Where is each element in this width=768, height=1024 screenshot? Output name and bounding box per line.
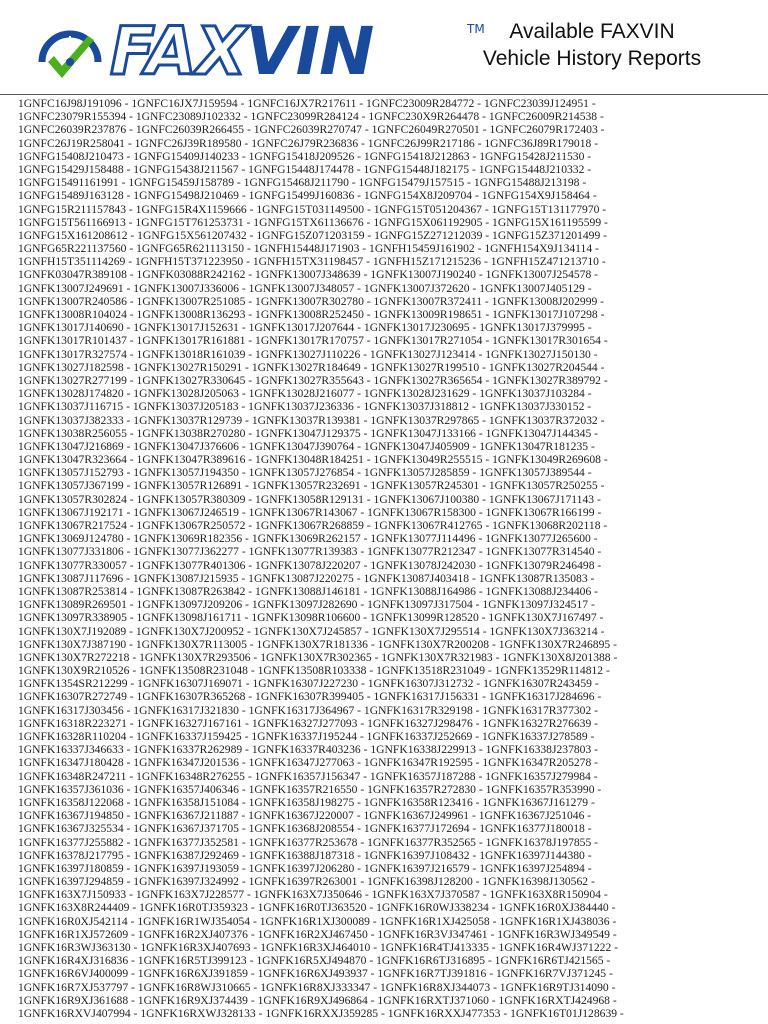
vin-list-line: 1GNFK13089R269501 - 1GNFK13097J209206 - 1GNFK13097J282690 - 1GNFK13097J317504 - 1GNFK13097J324517 - <box>18 598 595 612</box>
vin-list-line: 1GNFK16318R223271 - 1GNFK16327J167161 - 1GNFK16327J277093 - 1GNFK16327J298476 - 1GNFK16327R276639 - <box>18 716 599 730</box>
vin-list-line: 1GNFK13037J116715 - 1GNFK13037J205183 - 1GNFK13037J236336 - 1GNFK13037J318812 - 1GNFK13037J330152 - <box>18 400 592 414</box>
vin-list-line: 1GNFK16R4XJ316836 - 1GNFK16R5TJ399123 - 1GNFK16R5XJ494870 - 1GNFK16R6TJ316895 - 1GNFK16R6TJ421565 - <box>18 954 611 968</box>
vin-list-line: 1GNFK130X7R272218 - 1GNFK130X7R293506 - 1GNFK130X7R302365 - 1GNFK130X7R321983 - 1GNFK130X8J201388 - <box>18 650 618 664</box>
vin-list-line: 1GNFK16367J325534 - 1GNFK16367J371705 - 1GNFK16368J208554 - 1GNFK16377J172694 - 1GNFK16377J180018 - <box>18 822 592 836</box>
vin-list-line: 1GNFK13017R101437 - 1GNFK13017R161881 - 1GNFK13017R170757 - 1GNFK13017R271054 - 1GNFK13017R301654 - <box>18 334 608 348</box>
logo-wordmark-vin: VIN <box>245 13 374 90</box>
vin-list-line: 1GNFK16307R272749 - 1GNFK16307R365268 - 1GNFK16307R399405 - 1GNFK16317J156331 - 1GNFK16317J284696 - <box>18 690 602 704</box>
vin-list-line: 1GNFK13027R277199 - 1GNFK13027R330645 - 1GNFK13027R355643 - 1GNFK13027R365654 - 1GNFK13027R389792 - <box>18 373 608 387</box>
header-divider <box>0 94 768 95</box>
vin-list-line: 1GNFK13017J140690 - 1GNFK13017J152631 - 1GNFK13017J207644 - 1GNFK13017J230695 - 1GNFK13017J379995 - <box>18 321 592 335</box>
vin-list-line: 1GNFK13077J331806 - 1GNFK13077J362277 - 1GNFK13077R139383 - 1GNFK13077R212347 - 1GNFK13077R314540 - <box>18 545 602 559</box>
checkmark-gauge-icon <box>34 18 106 90</box>
page-header <box>0 0 768 96</box>
vin-list-line: 1GNFK16337J346633 - 1GNFK16337R262989 - 1GNFK16337R403236 - 1GNFK16338J229913 - 1GNFK16338J237803 - <box>18 743 599 757</box>
faxvin-logo <box>34 12 485 92</box>
page-title <box>452 18 732 72</box>
vin-list-line: 1GNFK13028J174820 - 1GNFK13028J205063 - 1GNFK13028J216077 - 1GNFK13028J231629 - 1GNFK13037J103284 - <box>18 387 592 401</box>
vin-list-line: 1GNFC26J19R258041 - 1GNFC26J39R189580 - 1GNFC26J79R236836 - 1GNFC26J99R217186 - 1GNFC36J89R179018 - <box>18 136 599 150</box>
vin-list-line: 1GNFG15T561166913 - 1GNFG15T761253731 - 1GNFG15TX61136676 - 1GNFG15X061192905 - 1GNFG15X161195599 - <box>18 215 608 229</box>
vin-list-line: 1GNFK16348R247211 - 1GNFK16348R276255 - 1GNFK16357J156347 - 1GNFK16357J187288 - 1GNFK16357J279984 - <box>18 769 598 783</box>
page-title-line-1: Available FAXVIN <box>509 20 675 43</box>
vin-list-line: 1GNFK16R7XJ537797 - 1GNFK16R8WJ310665 - 1GNFK16R8XJ333347 - 1GNFK16R8XJ344073 - 1GNFK16R9TJ314090 - <box>18 980 616 994</box>
vin-list-line: 1GNFK16397J294859 - 1GNFK16397J324992 - 1GNFK16397R263001 - 1GNFK16398J128200 - 1GNFK16398J130562 - <box>18 875 595 889</box>
vin-list-line: 1GNFK16R9XJ361688 - 1GNFK16R9XJ374439 - 1GNFK16R9XJ496864 - 1GNFK16RXTJ371060 - 1GNFK16RXTJ424968 - <box>18 993 617 1007</box>
vin-list-line: 1GNFK16317J303456 - 1GNFK16317J321830 - 1GNFK16317J364967 - 1GNFK16317R329198 - 1GNFK16317R377302 - <box>18 703 599 717</box>
vin-list-line: 1GNFK16RXVJ407994 - 1GNFK16RXWJ328133 - 1GNFK16RXXJ359285 - 1GNFK16RXXJ477353 - 1GNFK16T01J128639 - <box>18 1006 624 1020</box>
vin-list-line: 1GNFC23079R155394 - 1GNFC23089J102332 - 1GNFC23099R284124 - 1GNFC230X9R264478 - 1GNFC26009R214538 - <box>18 110 604 124</box>
vin-list-line: 1GNFK13067R217524 - 1GNFK13067R250572 - 1GNFK13067R268859 - 1GNFK13067R412765 - 1GNFK13068R202118 - <box>18 519 608 532</box>
vin-list-line: 1GNFG15408J210473 - 1GNFG15409J140233 - 1GNFG15418J209526 - 1GNFG15418J212863 - 1GNFG15428J211530 - <box>18 149 592 163</box>
vin-list-line: 1GNFC16J98J191096 - 1GNFC16JX7J159594 - 1GNFC16JX7R217611 - 1GNFC23009R284772 - 1GNFC23039J124951 - <box>18 97 596 110</box>
vin-list-line: 1GNFK13087R253814 - 1GNFK13087R263842 - 1GNFK13088J146181 - 1GNFK13088J164986 - 1GNFK13088J234406 - <box>18 584 599 598</box>
vin-list-line: 1GNFK13037J382333 - 1GNFK13037R129739 - 1GNFK13037R139381 - 1GNFK13037R297865 - 1GNFK13037R372032 - <box>18 413 605 427</box>
vin-list-line: 1GNFK13097R338905 - 1GNFK13098J161711 - 1GNFK13098R106600 - 1GNFK13099R128520 - 1GNFK130X7J167497 - <box>18 611 604 625</box>
vin-list-line: 1GNFK13077R330057 - 1GNFK13077R401306 - 1GNFK13078J220207 - 1GNFK13078J242030 - 1GNFK13079R246498 - <box>18 558 602 572</box>
vin-list-line: 1GNFK16R6VJ400099 - 1GNFK16R6XJ391859 - 1GNFK16R6XJ493937 - 1GNFK16R7TJ391816 - 1GNFK16R7VJ371245 - <box>18 967 613 981</box>
vin-list-line: 1GNFK13007J249691 - 1GNFK13007J336006 - 1GNFK13007J348057 - 1GNFK13007J372620 - 1GNFK13007J405129 - <box>18 281 592 295</box>
vin-list-line: 1GNFK16R0XJ542114 - 1GNFK16R1WJ354054 - 1GNFK16R1XJ300089 - 1GNFK16R1XJ425058 - 1GNFK16R1XJ438036 - <box>18 914 617 928</box>
vin-list-line: 1GNFG15X161208612 - 1GNFG15X561207432 - 1GNFG15Z071203159 - 1GNFG15Z271212039 - 1GNFG15Z371201499 - <box>18 228 608 242</box>
vin-list-line: 1GNFG15R211157843 - 1GNFG15R4X1159666 - 1GNFG15T031149500 - 1GNFG15T051204367 - 1GNFG15T131177970 - <box>18 202 607 216</box>
vin-list-line: 1GNFK16367J194850 - 1GNFK16367J211887 - 1GNFK16367J220007 - 1GNFK16367J249961 - 1GNFK16367J251046 - <box>18 809 592 823</box>
vin-list-line: 1GNFK16378J217795 - 1GNFK16387J292469 - 1GNFK16388J187318 - 1GNFK16397J108432 - 1GNFK16397J144380 - <box>18 848 592 862</box>
vin-list-line: 1GNFK13007R240586 - 1GNFK13007R251085 - 1GNFK13007R302780 - 1GNFK13007R372411 - 1GNFK13008J202999 - <box>18 294 605 308</box>
vin-list-line: 1GNFK13008R104024 - 1GNFK13008R136293 - 1GNFK13008R252450 - 1GNFK13009R198651 - 1GNFK13017J107298 - <box>18 308 605 321</box>
vin-list-line: 1GNFG15429J158488 - 1GNFG15438J211567 - 1GNFG15448J174478 - 1GNFG15448J182175 - 1GNFG15448J210332 - <box>18 162 592 176</box>
vin-list-line: 1GNFG15489J163128 - 1GNFG15498J210469 - 1GNFG15499J160836 - 1GNFG154X8J209704 - 1GNFG154X9J158464 - <box>18 189 597 203</box>
page-title-line-2: Vehicle History Reports <box>482 47 702 70</box>
vin-list-line: 1GNFK13067J192171 - 1GNFK13067J246519 - 1GNFK13067R143067 - 1GNFK13067R158300 - 1GNFK13067R166199 - <box>18 505 602 519</box>
vin-list-line: 1GNFK13057R302824 - 1GNFK13057R380309 - 1GNFK13058R129131 - 1GNFK13067J100380 - 1GNFK13067J171143 - <box>18 492 601 506</box>
vin-list-line: 1GNFK130X9R210526 - 1GNFK13508R231048 - 1GNFK13508R103338 - 1GNFK13518R231049 - 1GNFK13529R114812 - <box>18 664 610 678</box>
vin-list-line: 1GNFG15491161991 - 1GNFG15459J158789 - 1GNFG15468J211790 - 1GNFG15479J157515 - 1GNFG15488J213198 - <box>18 176 587 190</box>
vin-list-line: 1GNFK16377J255882 - 1GNFK16377J352581 - 1GNFK16377R253678 - 1GNFK16377R352565 - 1GNFK16378J197855 - <box>18 835 599 849</box>
vin-list-line: 1GNFK16328R110204 - 1GNFK16337J159425 - 1GNFK16337J195244 - 1GNFK16337J252669 - 1GNFK16337J278589 - <box>18 730 595 743</box>
vin-list-line: 1GNFC26039R237876 - 1GNFC26039R266455 - 1GNFC26039R270747 - 1GNFC26049R270501 - 1GNFC26079R172403 - <box>18 123 605 137</box>
vin-list-line: 1GNFK13038R256055 - 1GNFK13038R270280 - 1GNFK13047J129375 - 1GNFK13047J133166 - 1GNFK13047J144345 - <box>18 426 599 440</box>
vin-list-line: 1GNFK16R3WJ363130 - 1GNFK16R3XJ407693 - 1GNFK16R3XJ464010 - 1GNFK16R4TJ413335 - 1GNFK16R4WJ371222 - <box>18 941 618 954</box>
vin-list-line: 1GNFK16R1XJ572609 - 1GNFK16R2XJ407376 - 1GNFK16R2XJ467450 - 1GNFK16R3VJ347461 - 1GNFK16R3WJ349549 - <box>18 927 617 941</box>
vin-list-line: 1GNFK13057J367199 - 1GNFK13057R126891 - 1GNFK13057R232691 - 1GNFK13057R245301 - 1GNFK13057R250255 - <box>18 479 605 493</box>
vin-list-line: 1GNFK16397J180859 - 1GNFK16397J193059 - 1GNFK16397J206280 - 1GNFK16397J216579 - 1GNFK16397J254894 - <box>18 861 592 875</box>
vin-list-line: 1GNFK13057J152793 - 1GNFK13057J194350 - 1GNFK13057J276854 - 1GNFK13057J285859 - 1GNFK13057J389544 - <box>18 466 592 480</box>
trademark-symbol: TM <box>467 22 485 36</box>
vin-list-line: 1GNFK03047R389108 - 1GNFK03088R242162 - 1GNFK13007J348639 - 1GNFK13007J190240 - 1GNFK13007J254578 - <box>18 268 599 282</box>
vin-list-line: 1GNFK130X7J192089 - 1GNFK130X7J200952 - 1GNFK130X7J245857 - 1GNFK130X7J295514 - 1GNFK130X7J363214 - <box>18 624 605 638</box>
logo-wordmark <box>110 13 374 90</box>
vin-list-line: 1GNFK16357J361036 - 1GNFK16357J406346 - 1GNFK16357R216550 - 1GNFK16357R272830 - 1GNFK16357R353990 - <box>18 782 602 796</box>
vin-list-line: 1GNFK16347J180428 - 1GNFK16347J201536 - 1GNFK16347J277063 - 1GNFK16347R192595 - 1GNFK16347R205278 - <box>18 756 599 770</box>
vin-list-line: 1GNFK163X7J150933 - 1GNFK163X7J228577 - 1GNFK163X7J350646 - 1GNFK163X7J370587 - 1GNFK163X8R150904 - <box>18 888 608 902</box>
vin-list-line: 1GNFK163X8R244409 - 1GNFK16R0TJ359323 - 1GNFK16R0TJ363520 - 1GNFK16R0WJ338234 - 1GNFK16R0XJ384440 - <box>18 901 616 915</box>
vin-list-line: 1GNFK13069J124780 - 1GNFK13069R182356 - 1GNFK13069R262157 - 1GNFK13077J114496 - 1GNFK13077J265600 - <box>18 532 598 546</box>
vin-list <box>18 97 760 1020</box>
vin-list-line: 1GNFK13047R323664 - 1GNFK13047R389616 - 1GNFK13048R184251 - 1GNFK13049R255515 - 1GNFK13049R269608 - <box>18 453 608 467</box>
vin-list-line: 1GNFK130X7J387190 - 1GNFK130X7R113005 - 1GNFK130X7R181336 - 1GNFK130X7R200208 - 1GNFK130X7R246895 - <box>18 637 617 651</box>
vin-list-line: 1GNFK13027J182598 - 1GNFK13027R150291 - 1GNFK13027R184649 - 1GNFK13027R199510 - 1GNFK13027R204544 - <box>18 360 605 374</box>
vin-list-line: 1GNFK1354SR212299 - 1GNFK16307J169071 - 1GNFK16307J227230 - 1GNFK16307J312732 - 1GNFK16307R243459 - <box>18 677 599 691</box>
vin-list-line: 1GNFK13047J216869 - 1GNFK13047J376606 - 1GNFK13047J390764 - 1GNFK13047J405909 - 1GNFK13047R181235 - <box>18 439 595 453</box>
vin-list-line: 1GNFK16358J122068 - 1GNFK16358J151084 - 1GNFK16358J198275 - 1GNFK16358R123416 - 1GNFK16367J161279 - <box>18 795 595 809</box>
vin-list-line: 1GNFH15T351114269 - 1GNFH15T371223950 - 1GNFH15TX31198457 - 1GNFH15Z171215236 - 1GNFH15Z471213710 - <box>18 255 606 269</box>
vin-list-line: 1GNFK13017R327574 - 1GNFK13018R161039 - 1GNFK13027J110226 - 1GNFK13027J123414 - 1GNFK13027J150130 - <box>18 347 598 361</box>
vin-list-line: 1GNFK13087J117696 - 1GNFK13087J215935 - 1GNFK13087J220275 - 1GNFK13087J403418 - 1GNFK13087R135083 - <box>18 571 595 585</box>
vin-list-line: 1GNFG65R221137560 - 1GNFG65R621113150 - 1GNFH15448J171903 - 1GNFH15459J161902 - 1GNFH154X9J134114 - <box>18 242 599 256</box>
logo-wordmark-fax: FAX <box>110 13 246 90</box>
